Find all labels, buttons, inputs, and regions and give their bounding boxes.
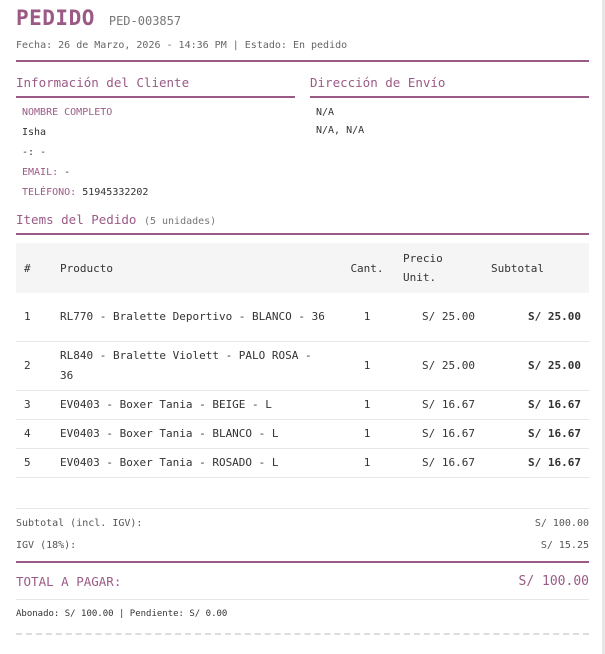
row-subtotal: S/ 16.67 xyxy=(483,391,589,420)
fullname-label: NOMBRE COMPLETO xyxy=(22,107,113,118)
row-product: EV0403 - Boxer Tania - BLANCO - L xyxy=(52,420,339,449)
col-header-subtotal: Subtotal xyxy=(491,261,544,275)
total-label: TOTAL A PAGAR: xyxy=(16,573,122,589)
igv-line xyxy=(16,539,589,561)
items-table xyxy=(16,243,589,478)
row-price: S/ 25.00 xyxy=(395,342,483,391)
row-qty: 1 xyxy=(339,449,395,478)
phone-value: 51945332202 xyxy=(82,187,149,198)
subtotal-line xyxy=(16,517,589,539)
email-row xyxy=(22,166,295,186)
address-line-2: N/A, N/A xyxy=(316,125,365,136)
row-subtotal: S/ 16.67 xyxy=(483,420,589,449)
table-row xyxy=(16,293,589,342)
row-num: 5 xyxy=(16,449,52,478)
subtotal-label: Subtotal (incl. IGV): xyxy=(16,518,143,529)
row-price: S/ 16.67 xyxy=(395,420,483,449)
email-value: - xyxy=(64,167,71,178)
row-price: S/ 16.67 xyxy=(395,449,483,478)
totals-section xyxy=(16,508,589,561)
shipping-section-title: Dirección de Envío xyxy=(310,75,589,98)
dashed-divider xyxy=(16,633,589,635)
items-title-text: Items del Pedido xyxy=(16,212,137,227)
table-row xyxy=(16,391,589,420)
row-qty: 1 xyxy=(339,391,395,420)
row-subtotal: S/ 16.67 xyxy=(483,449,589,478)
info-columns xyxy=(16,75,589,206)
total-value: S/ 100.00 xyxy=(518,573,589,589)
address-line-1: N/A xyxy=(316,107,335,118)
table-row xyxy=(16,449,589,478)
title-row xyxy=(16,6,589,30)
shipping-address xyxy=(310,98,589,142)
doc-value: - xyxy=(40,147,47,158)
fullname-value-row xyxy=(22,126,295,146)
subtotal-value: S/ 100.00 xyxy=(534,518,589,529)
email-label: EMAIL: xyxy=(22,167,59,178)
row-price: S/ 16.67 xyxy=(395,391,483,420)
row-product: EV0403 - Boxer Tania - BEIGE - L xyxy=(52,391,339,420)
customer-section-title: Información del Cliente xyxy=(16,75,295,98)
row-qty: 1 xyxy=(339,342,395,391)
col-header-num: # xyxy=(24,261,31,275)
items-table-header xyxy=(16,243,589,293)
customer-info xyxy=(16,98,295,206)
fullname-row xyxy=(22,106,295,126)
col-header-product: Producto xyxy=(60,261,113,275)
row-product: RL770 - Bralette Deportivo - BLANCO - 36 xyxy=(52,293,339,342)
row-product: EV0403 - Boxer Tania - ROSADO - L xyxy=(52,449,339,478)
phone-row xyxy=(22,186,295,206)
col-header-price: Precio Unit. xyxy=(403,252,443,284)
row-subtotal: S/ 25.00 xyxy=(483,293,589,342)
order-id: PED-003857 xyxy=(108,14,182,28)
order-header xyxy=(16,0,589,62)
payment-status: Abonado: S/ 100.00 | Pendiente: S/ 0.00 xyxy=(16,609,228,619)
order-meta: Fecha: 26 de Marzo, 2026 - 14:36 PM | Estado: En pedido xyxy=(16,40,348,51)
order-document xyxy=(16,0,589,635)
table-row xyxy=(16,420,589,449)
customer-section xyxy=(16,75,295,206)
row-num: 1 xyxy=(16,293,52,342)
row-subtotal: S/ 25.00 xyxy=(483,342,589,391)
items-units: (5 unidades) xyxy=(143,216,217,227)
phone-label: TELÉFONO: xyxy=(22,187,77,198)
fullname-value: Isha xyxy=(22,127,47,138)
col-header-qty: Cant. xyxy=(350,261,384,275)
igv-label: IGV (18%): xyxy=(16,540,77,551)
table-row xyxy=(16,342,589,391)
row-qty: 1 xyxy=(339,293,395,342)
row-num: 4 xyxy=(16,420,52,449)
doc-label: -: xyxy=(22,147,35,158)
grand-total xyxy=(16,561,589,600)
row-product: RL840 - Bralette Violett - PALO ROSA - 36 xyxy=(52,342,339,391)
page-title: PEDIDO xyxy=(16,6,95,30)
row-num: 3 xyxy=(16,391,52,420)
igv-value: S/ 15.25 xyxy=(540,540,589,551)
row-num: 2 xyxy=(16,342,52,391)
items-section-title xyxy=(16,212,589,235)
doc-row xyxy=(22,146,295,166)
row-price: S/ 25.00 xyxy=(395,293,483,342)
shipping-section xyxy=(310,75,589,206)
row-qty: 1 xyxy=(339,420,395,449)
